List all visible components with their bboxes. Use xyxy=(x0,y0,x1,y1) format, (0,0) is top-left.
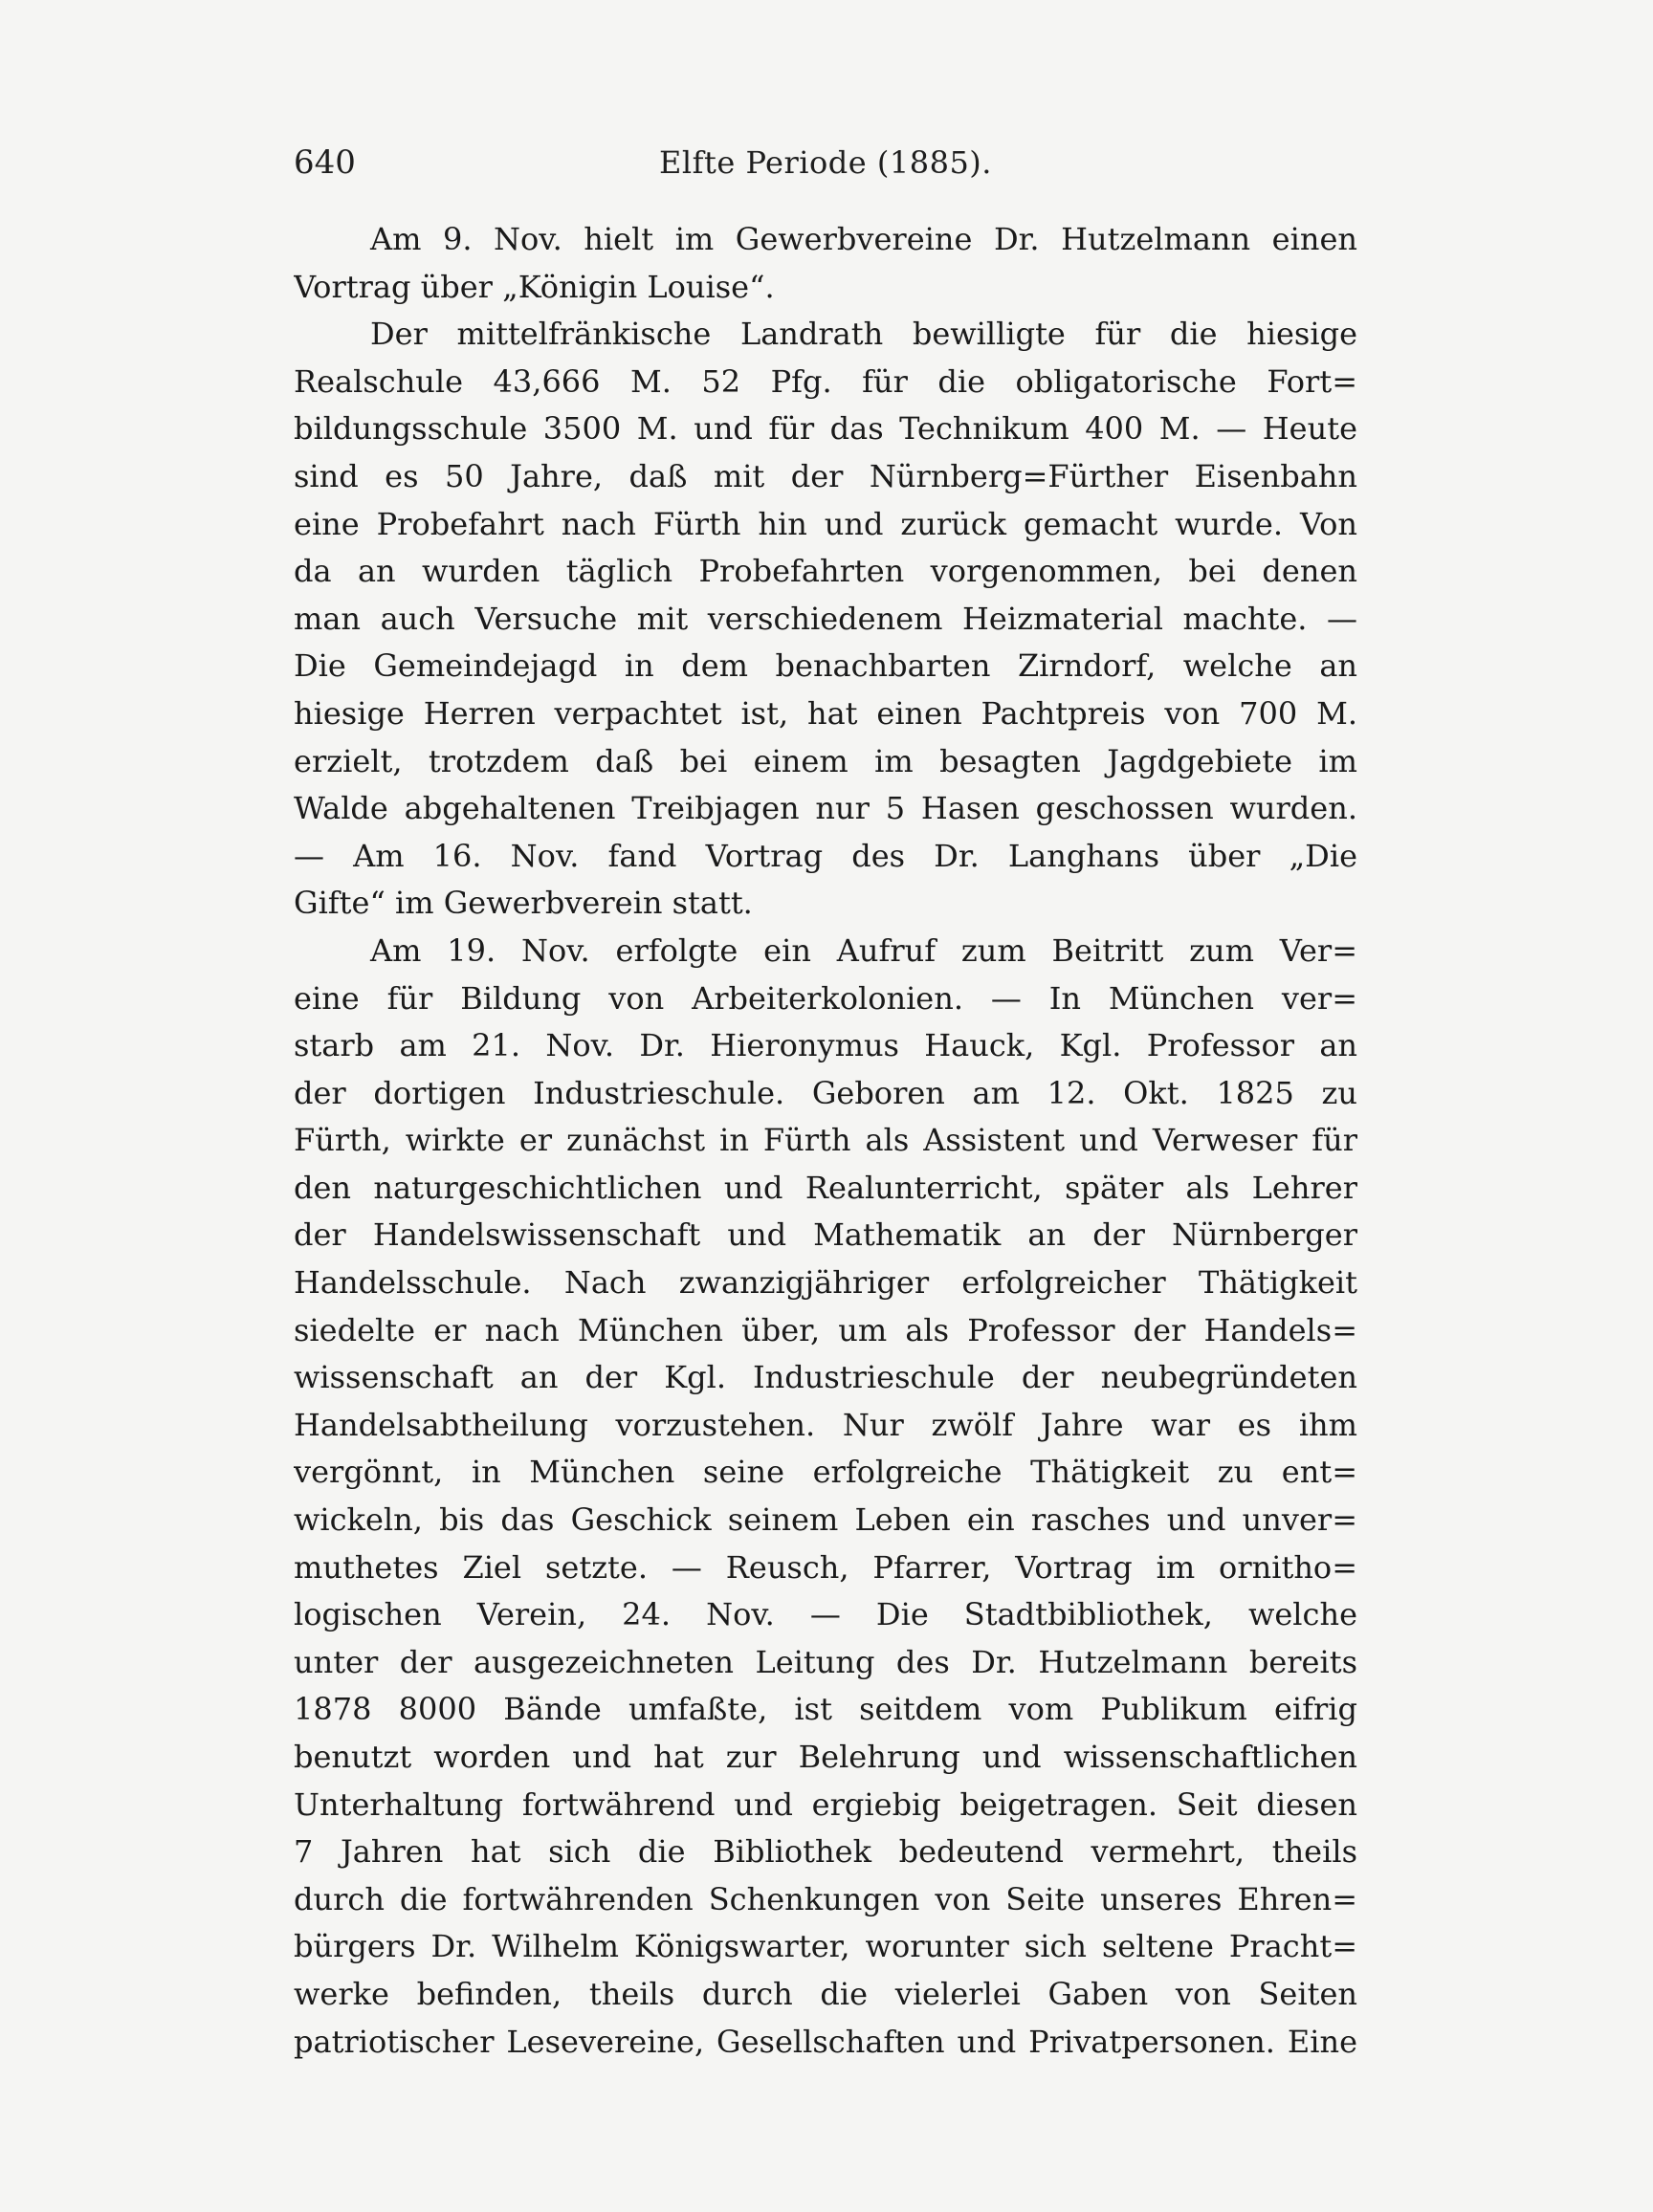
text-line: 1878 8000 Bände umfaßte, ist seitdem vom Publikum eifrig xyxy=(294,1691,1357,1728)
text-line: Realschule 43,666 M. 52 Pfg. für die obligatorische Fort= xyxy=(294,362,1357,400)
text-line: Am 19. Nov. erfolgte ein Aufruf zum Beitritt zum Ver= xyxy=(370,931,1357,969)
page-number: 640 xyxy=(294,143,356,182)
text-line: patriotischer Lesevereine, Gesellschaften und Privatpersonen. Eine xyxy=(294,2023,1357,2060)
running-head: Elfte Periode (1885). xyxy=(659,144,992,181)
text-line: da an wurden täglich Probefahrten vorgenommen, bei denen xyxy=(294,553,1357,590)
text-line: eine Probefahrt nach Fürth hin und zurück gemacht wurde. Von xyxy=(294,505,1357,542)
text-line: — Am 16. Nov. fand Vortrag des Dr. Langhans über „Die xyxy=(294,837,1357,874)
text-line: sind es 50 Jahre, daß mit der Nürnberg=Fürther Eisenbahn xyxy=(294,457,1357,494)
body-text xyxy=(294,216,1357,2066)
text-line: Der mittelfränkische Landrath bewilligte für die hiesige xyxy=(370,316,1357,353)
text-line: hiesige Herren verpachtet ist, hat einen Pachtpreis von 700 M. xyxy=(294,694,1357,732)
text-line: den naturgeschichtlichen und Realunterricht, später als Lehrer xyxy=(294,1169,1357,1206)
text-line: muthetes Ziel setzte. — Reusch, Pfarrer, Vortrag im ornitho= xyxy=(294,1548,1357,1586)
text-line: unter der ausgezeichneten Leitung des Dr. Hutzelmann bereits xyxy=(294,1643,1357,1680)
text-line: Gifte“ im Gewerbverein statt. xyxy=(294,885,753,922)
text-line: vergönnt, in München seine erfolgreiche Thätigkeit zu ent= xyxy=(294,1454,1357,1491)
text-line: wickeln, bis das Geschick seinem Leben ein rasches und unver= xyxy=(294,1501,1357,1539)
text-line: Am 9. Nov. hielt im Gewerbvereine Dr. Hutzelmann einen xyxy=(370,221,1357,257)
text-line: erzielt, trotzdem daß bei einem im besagten Jagdgebiete im xyxy=(294,742,1357,779)
text-line: man auch Versuche mit verschiedenem Heizmaterial machte. — xyxy=(294,600,1357,637)
text-line: Vortrag über „Königin Louise“. xyxy=(294,268,775,305)
text-line: siedelte er nach München über, um als Professor der Handels= xyxy=(294,1311,1357,1348)
text-line: logischen Verein, 24. Nov. — Die Stadtbibliothek, welche xyxy=(294,1596,1357,1633)
text-line: Walde abgehaltenen Treibjagen nur 5 Hasen geschossen wurden. xyxy=(294,790,1357,827)
text-line: der dortigen Industrieschule. Geboren am 12. Okt. 1825 zu xyxy=(294,1074,1357,1111)
text-line: eine für Bildung von Arbeiterkolonien. — In München ver= xyxy=(294,979,1357,1017)
text-line: der Handelswissenschaft und Mathematik an der Nürnberger xyxy=(294,1216,1357,1254)
text-line: bürgers Dr. Wilhelm Königswarter, worunter sich seltene Pracht= xyxy=(294,1928,1357,1965)
text-line: Handelsabtheilung vorzustehen. Nur zwölf Jahre war es ihm xyxy=(294,1406,1357,1443)
text-line: Unterhaltung fortwährend und ergiebig beigetragen. Seit diesen xyxy=(294,1785,1357,1823)
text-line: durch die fortwährenden Schenkungen von Seite unseres Ehren= xyxy=(294,1880,1357,1917)
text-line: werke befinden, theils durch die vielerlei Gaben von Seiten xyxy=(294,1975,1357,2012)
text-line: Die Gemeindejagd in dem benachbarten Zirndorf, welche an xyxy=(294,647,1357,685)
text-line: Handelsschule. Nach zwanzigjähriger erfolgreicher Thätigkeit xyxy=(294,1264,1357,1302)
page-header xyxy=(294,139,1357,186)
text-line: bildungsschule 3500 M. und für das Technikum 400 M. — Heute xyxy=(294,410,1357,448)
text-line: 7 Jahren hat sich die Bibliothek bedeutend vermehrt, theils xyxy=(294,1833,1357,1871)
text-line: Fürth, wirkte er zunächst in Fürth als Assistent und Verweser für xyxy=(294,1122,1357,1159)
text-line: wissenschaft an der Kgl. Industrieschule der neubegründeten xyxy=(294,1359,1357,1396)
text-line: benutzt worden und hat zur Belehrung und wissenschaftlichen xyxy=(294,1739,1357,1775)
text-line: starb am 21. Nov. Dr. Hieronymus Hauck, Kgl. Professor an xyxy=(294,1027,1357,1064)
